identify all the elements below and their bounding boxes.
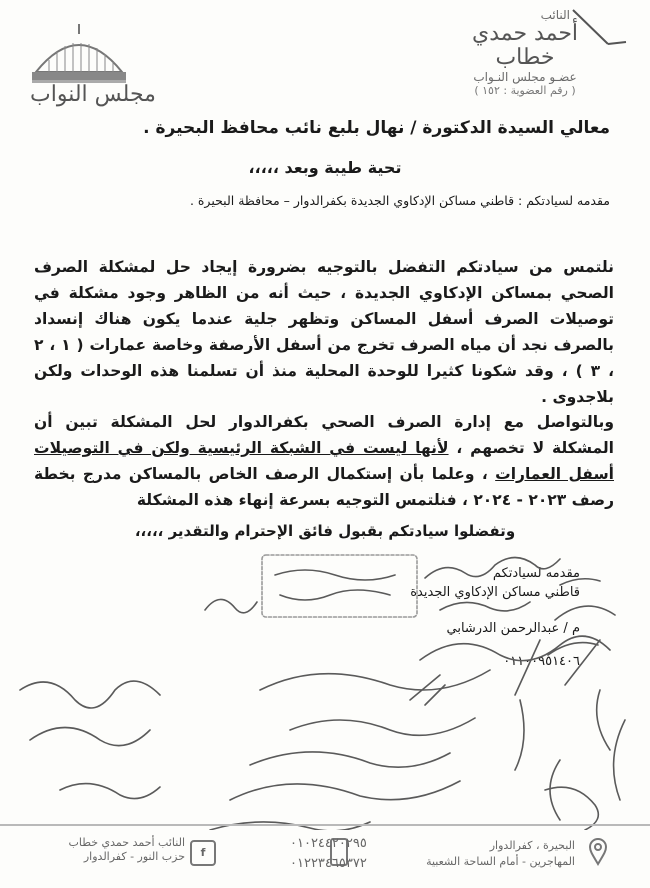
mp-title: عضـو مجلس النـواب	[473, 70, 577, 85]
signature-phone: ٠١١٠٠٩٥١٤٠٦	[503, 654, 580, 669]
mp-name: أحمد حمدي خطاب	[471, 21, 579, 71]
paragraph-2-underlined: لأنها ليست في الشبكة الرئيسية ولكن في التوصيلات أسفل العمارات	[34, 439, 614, 483]
closing: وتفضلوا سيادتكم بقبول فائق الإحترام والتقدير ،،،،،	[134, 522, 516, 540]
facebook-icon: f	[190, 840, 216, 866]
logo-text: مجلس النواب	[30, 82, 156, 107]
location-pin-icon	[588, 838, 608, 866]
paragraph-2-part-a: وبالتواصل مع إدارة الصرف الصحي بكفرالدوار لحل المشكلة تبين أن المشكلة لا تخصهم ،	[34, 413, 614, 457]
mp-role: النائب	[540, 8, 570, 22]
signature-name: م / عبدالرحمن الدرشابي	[446, 621, 580, 636]
footer-phones	[290, 834, 367, 874]
signature-line-1: مقدمه لسيادتكم	[492, 566, 580, 581]
paragraph-2	[34, 409, 614, 513]
subject-line: مقدمه لسيادتكم : قاطني مساكن الإدكاوي الجديدة بكفرالدوار – محافظة البحيرة .	[189, 193, 610, 208]
paragraph-2-part-b: ، وعلما بأن إستكمال الرصف الخاص بالمساكن مدرج بخطة رصف ٢٠٢٣ - ٢٠٢٤ ، فنلتمس التوجيه بسرعة إنهاء هذه المشكلة	[34, 465, 614, 509]
footer-address	[426, 838, 575, 870]
mp-header	[440, 8, 610, 97]
footer	[0, 824, 650, 888]
greeting: تحية طيبة وبعد ،،،،،	[248, 158, 402, 177]
footer-address-line-2: المهاجرين - أمام الساحة الشعبية	[426, 855, 575, 868]
addressee: معالي السيدة الدكتورة / نهال بلبع نائب محافظ البحيرة .	[143, 118, 610, 138]
paragraph-1: نلتمس من سيادتكم التفضل بالتوجيه بضرورة إيجاد حل لمشكلة الصرف الصحي بمساكن الإدكاوي الجديدة ، حيث أنه من الظاهر وجود مشكلة في توصيلات الصرف أسفل المساكن وتظهر جلية عندما يكون هناك إنسداد بالصرف نجد أن مياه الصرف تخرج من أسفل الأرصفة وخاصة عمارات ( ١ ، ٢ ، ٣ ) ، وقد شكونا كثيرا للوحدة المحلية منذ أن تسلمنا هذه الوحدات ولكن بلاجدوى .	[34, 258, 614, 406]
footer-address-line-1: البحيرة ، كفرالدوار	[489, 839, 575, 852]
mp-member-number: ( رقم العضوية : ١٥٢ )	[474, 84, 576, 98]
footer-facebook-line-2: حزب النور - كفرالدوار	[83, 850, 185, 863]
signature-line-2: قاطني مساكن الإدكاوي الجديدة	[410, 585, 580, 600]
signature-block	[30, 564, 580, 602]
footer-phone-1: ٠١٠٢٤٤٢٠٢٩٥	[290, 836, 367, 851]
footer-facebook-text	[40, 836, 185, 864]
footer-phone-2: ٠١٢٢٣٤٦٥٣٧٢	[290, 856, 367, 871]
footer-facebook-line-1: النائب أحمد حمدي خطاب	[68, 836, 185, 849]
